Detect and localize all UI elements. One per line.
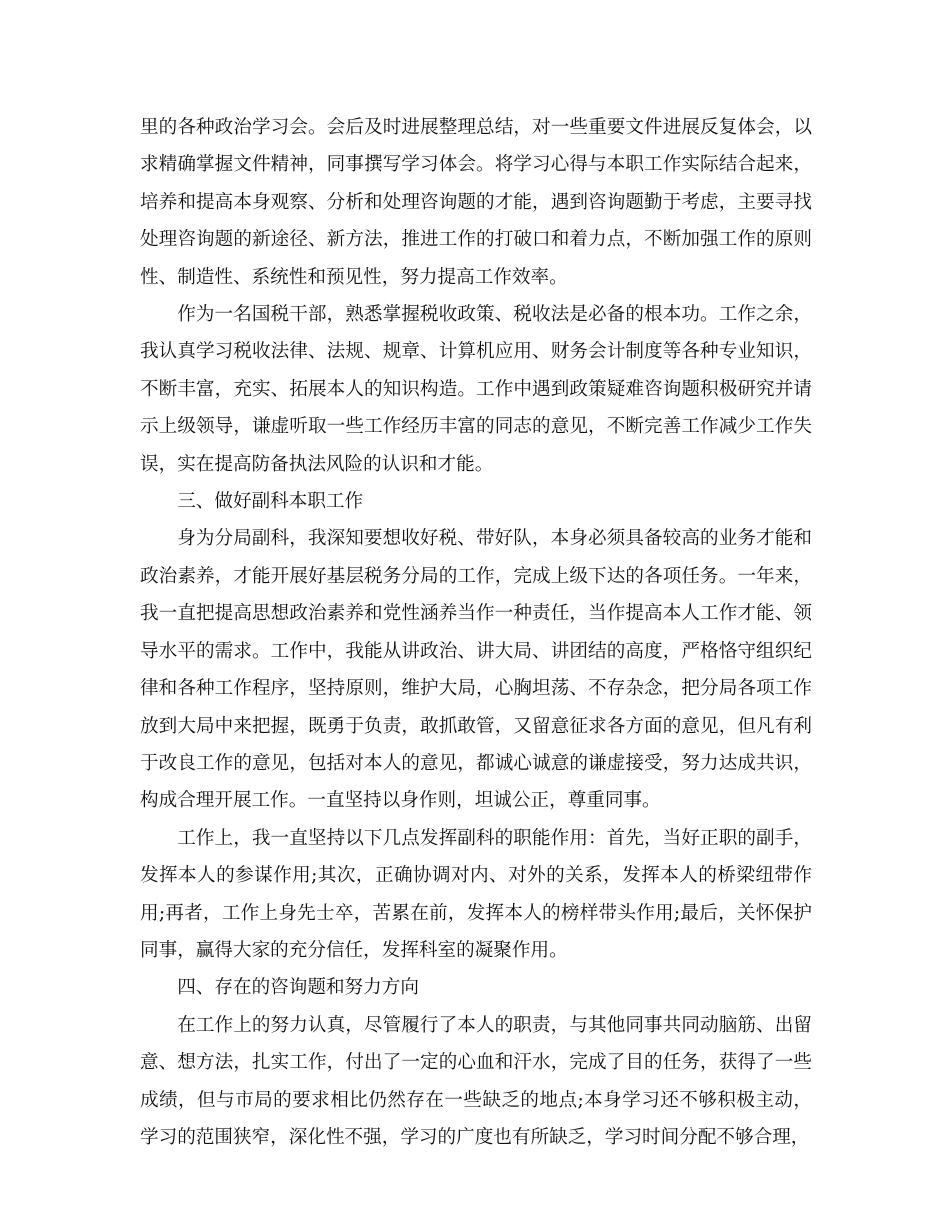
paragraph-tax-knowledge: 作为一名国税干部，熟悉掌握税收政策、税收法是必备的根本功。工作之余，我认真学习税收法律、法规、规章、计算机应用、财务会计制度等各种专业知识，不断丰富，充实、拓展本人的知识构造。工作中遇到政策疑难咨询题积极研究并请示上级领导，谦虚听取一些工作经历丰富的同志的意见，不断完善工作减少工作失误，实在提高防备执法风险的认识和才能。 [140, 304, 812, 475]
document-body [140, 109, 812, 1156]
section-heading-4: 四、存在的咨询题和努力方向 [177, 977, 419, 999]
paragraph-continuation: 里的各种政治学习会。会后及时进展整理总结，对一些重要文件进展反复体会，以求精确掌握文件精神，同事撰写学习体会。将学习心得与本职工作实际结合起来，培养和提高本身观察、分析和处理咨询题的才能，遇到咨询题勤于考虑，主要寻找处理咨询题的新途径、新方法，推进工作的打破口和着力点，不断加强工作的原则性、制造性、系统性和预见性，努力提高工作效率。 [140, 117, 812, 288]
paragraph-deputy-functions: 工作上，我一直坚持以下几点发挥副科的职能作用：首先，当好正职的副手，发挥本人的参谋作用;其次，正确协调对内、对外的关系，发挥本人的桥梁纽带作用;再者，工作上身先士卒，苦累在前，发挥本人的榜样带头作用;最后，关怀保护同事，赢得大家的充分信任，发挥科室的凝聚作用。 [140, 827, 812, 961]
paragraph-deputy-role: 身为分局副科，我深知要想收好税、带好队，本身必须具备较高的业务才能和政治素养，才能开展好基层税务分局的工作，完成上级下达的各项任务。一年来，我一直把提高思想政治素养和党性涵养当作一种责任，当作提高本人工作才能、领导水平的需求。工作中，我能从讲政治、讲大局、讲团结的高度，严格恪守组织纪律和各种工作程序，坚持原则，维护大局，心胸坦荡、不存杂念，把分局各项工作放到大局中来把握，既勇于负责，敢抓敢管，又留意征求各方面的意见，但凡有利于改良工作的意见，包括对本人的意见，都诚心诚意的谦虚接受，努力达成共识，构成合理开展工作。一直坚持以身作则，坦诚公正，尊重同事。 [140, 528, 812, 812]
paragraph-problems: 在工作上的努力认真，尽管履行了本人的职责，与其他同事共同动脑筋、出留意、想方法，扎实工作，付出了一定的心血和汗水，完成了目的任务，获得了一些成绩，但与市局的要求相比仍然存在一些缺乏的地点;本身学习还不够积极主动，学习的范围狭窄，深化性不强，学习的广度也有所缺乏，学习时间分配不够合理， [140, 1014, 812, 1148]
section-heading-3: 三、做好副科本职工作 [177, 491, 364, 513]
